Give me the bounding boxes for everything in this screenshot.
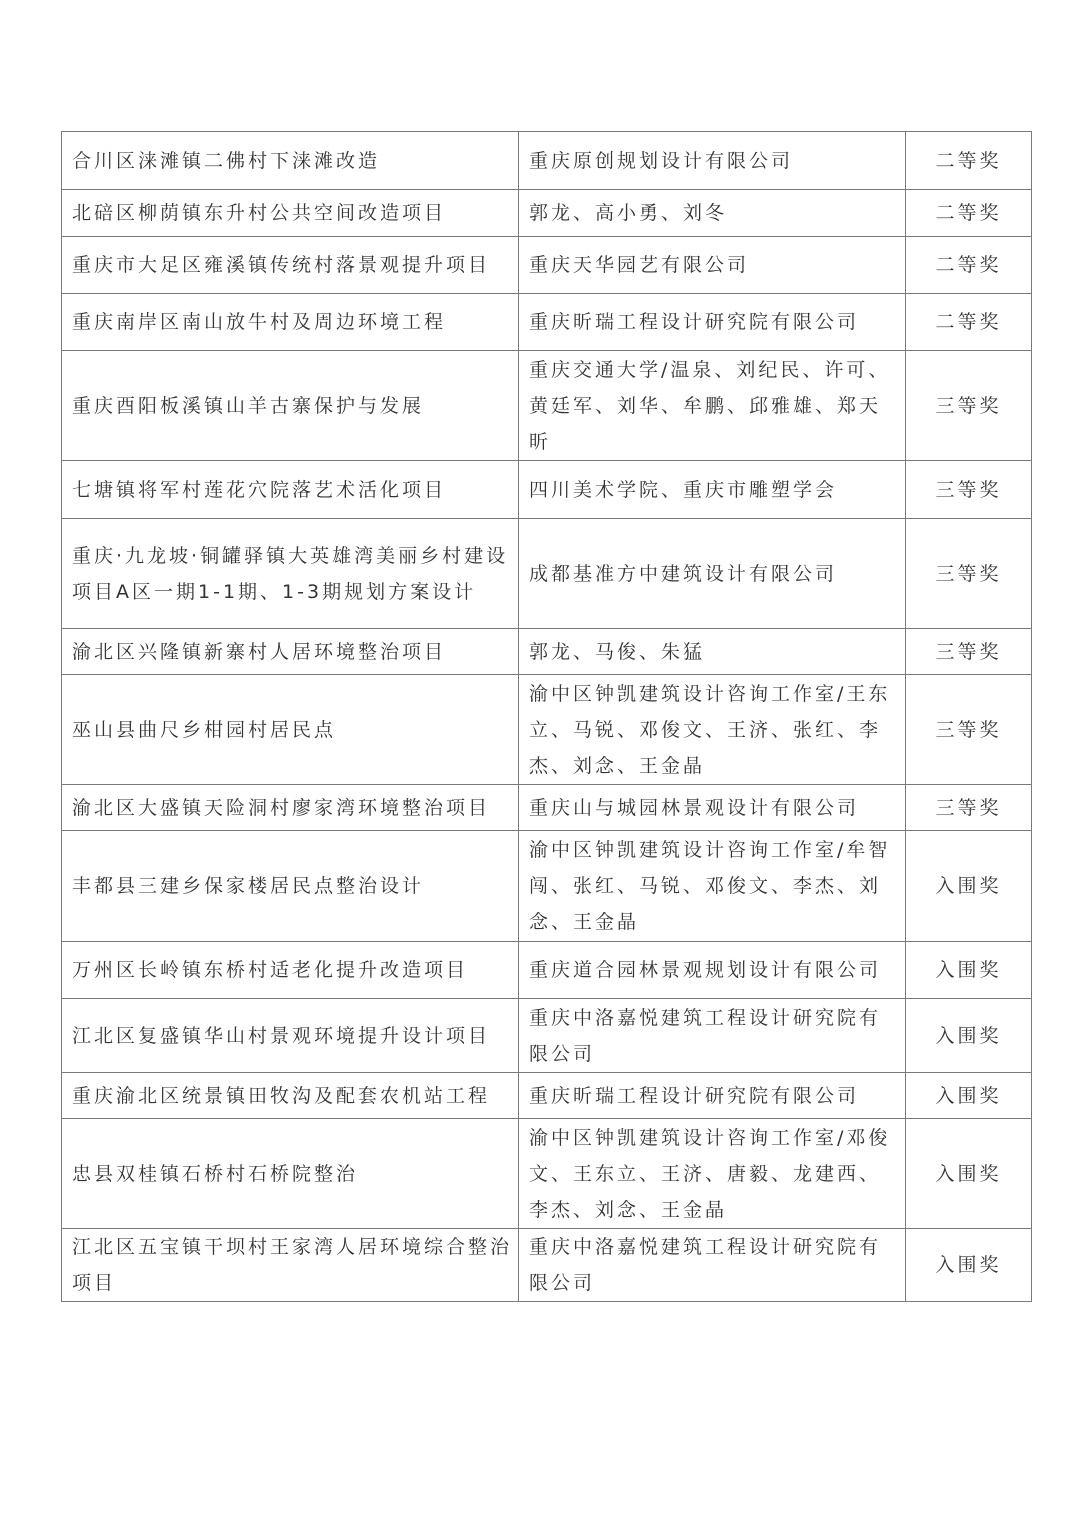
table-row — [62, 519, 1032, 629]
winner-cell: 成都基准方中建筑设计有限公司 — [519, 519, 906, 629]
winner-cell: 重庆昕瑞工程设计研究院有限公司 — [519, 294, 906, 351]
project-cell: 七塘镇将军村莲花穴院落艺术活化项目 — [62, 461, 519, 519]
winner-cell: 渝中区钟凯建筑设计咨询工作室/邓俊文、王东立、王济、唐毅、龙建西、李杰、刘念、王金晶 — [519, 1119, 906, 1229]
table-row — [62, 237, 1032, 294]
award-cell: 二等奖 — [906, 190, 1032, 237]
table-row — [62, 1073, 1032, 1119]
winner-cell: 重庆原创规划设计有限公司 — [519, 132, 906, 190]
table-row — [62, 132, 1032, 190]
award-cell: 三等奖 — [906, 461, 1032, 519]
winner-cell: 重庆中洛嘉悦建筑工程设计研究院有限公司 — [519, 1229, 906, 1302]
table-row — [62, 294, 1032, 351]
project-cell: 万州区长岭镇东桥村适老化提升改造项目 — [62, 942, 519, 999]
project-cell: 重庆渝北区统景镇田牧沟及配套农机站工程 — [62, 1073, 519, 1119]
table-row — [62, 942, 1032, 999]
award-cell: 入围奖 — [906, 831, 1032, 942]
winner-cell: 重庆道合园林景观规划设计有限公司 — [519, 942, 906, 999]
winner-cell: 重庆交通大学/温泉、刘纪民、许可、黄廷军、刘华、牟鹏、邱雅雄、郑天昕 — [519, 351, 906, 461]
project-cell: 巫山县曲尺乡柑园村居民点 — [62, 675, 519, 785]
project-cell: 江北区复盛镇华山村景观环境提升设计项目 — [62, 999, 519, 1073]
project-cell: 北碚区柳荫镇东升村公共空间改造项目 — [62, 190, 519, 237]
award-cell: 三等奖 — [906, 629, 1032, 675]
project-cell: 渝北区大盛镇天险洞村廖家湾环境整治项目 — [62, 785, 519, 831]
table-row — [62, 831, 1032, 942]
award-cell: 三等奖 — [906, 351, 1032, 461]
table-row — [62, 351, 1032, 461]
award-cell: 三等奖 — [906, 785, 1032, 831]
award-cell: 入围奖 — [906, 1119, 1032, 1229]
awards-table — [61, 131, 1032, 1302]
project-cell: 合川区涞滩镇二佛村下涞滩改造 — [62, 132, 519, 190]
winner-cell: 重庆山与城园林景观设计有限公司 — [519, 785, 906, 831]
award-cell: 三等奖 — [906, 519, 1032, 629]
table-row — [62, 999, 1032, 1073]
winner-cell: 渝中区钟凯建筑设计咨询工作室/牟智闯、张红、马锐、邓俊文、李杰、刘念、王金晶 — [519, 831, 906, 942]
table-row — [62, 1229, 1032, 1302]
project-cell: 重庆南岸区南山放牛村及周边环境工程 — [62, 294, 519, 351]
table-row — [62, 675, 1032, 785]
winner-cell: 重庆天华园艺有限公司 — [519, 237, 906, 294]
project-cell: 忠县双桂镇石桥村石桥院整治 — [62, 1119, 519, 1229]
table-row — [62, 461, 1032, 519]
project-cell: 重庆市大足区雍溪镇传统村落景观提升项目 — [62, 237, 519, 294]
winner-cell: 重庆中洛嘉悦建筑工程设计研究院有限公司 — [519, 999, 906, 1073]
project-cell: 渝北区兴隆镇新寨村人居环境整治项目 — [62, 629, 519, 675]
award-cell: 入围奖 — [906, 1073, 1032, 1119]
table-row — [62, 785, 1032, 831]
winner-cell: 重庆昕瑞工程设计研究院有限公司 — [519, 1073, 906, 1119]
project-cell: 江北区五宝镇干坝村王家湾人居环境综合整治项目 — [62, 1229, 519, 1302]
project-cell: 重庆·九龙坡·铜罐驿镇大英雄湾美丽乡村建设项目A区一期1-1期、1-3期规划方案设计 — [62, 519, 519, 629]
winner-cell: 渝中区钟凯建筑设计咨询工作室/王东立、马锐、邓俊文、王济、张红、李杰、刘念、王金晶 — [519, 675, 906, 785]
award-cell: 入围奖 — [906, 942, 1032, 999]
project-cell: 丰都县三建乡保家楼居民点整治设计 — [62, 831, 519, 942]
award-cell: 二等奖 — [906, 237, 1032, 294]
award-cell: 三等奖 — [906, 675, 1032, 785]
award-cell: 二等奖 — [906, 132, 1032, 190]
award-cell: 入围奖 — [906, 1229, 1032, 1302]
award-cell: 入围奖 — [906, 999, 1032, 1073]
winner-cell: 郭龙、高小勇、刘冬 — [519, 190, 906, 237]
winner-cell: 四川美术学院、重庆市雕塑学会 — [519, 461, 906, 519]
project-cell: 重庆酉阳板溪镇山羊古寨保护与发展 — [62, 351, 519, 461]
table-row — [62, 1119, 1032, 1229]
winner-cell: 郭龙、马俊、朱猛 — [519, 629, 906, 675]
award-cell: 二等奖 — [906, 294, 1032, 351]
table-row — [62, 190, 1032, 237]
table-row — [62, 629, 1032, 675]
